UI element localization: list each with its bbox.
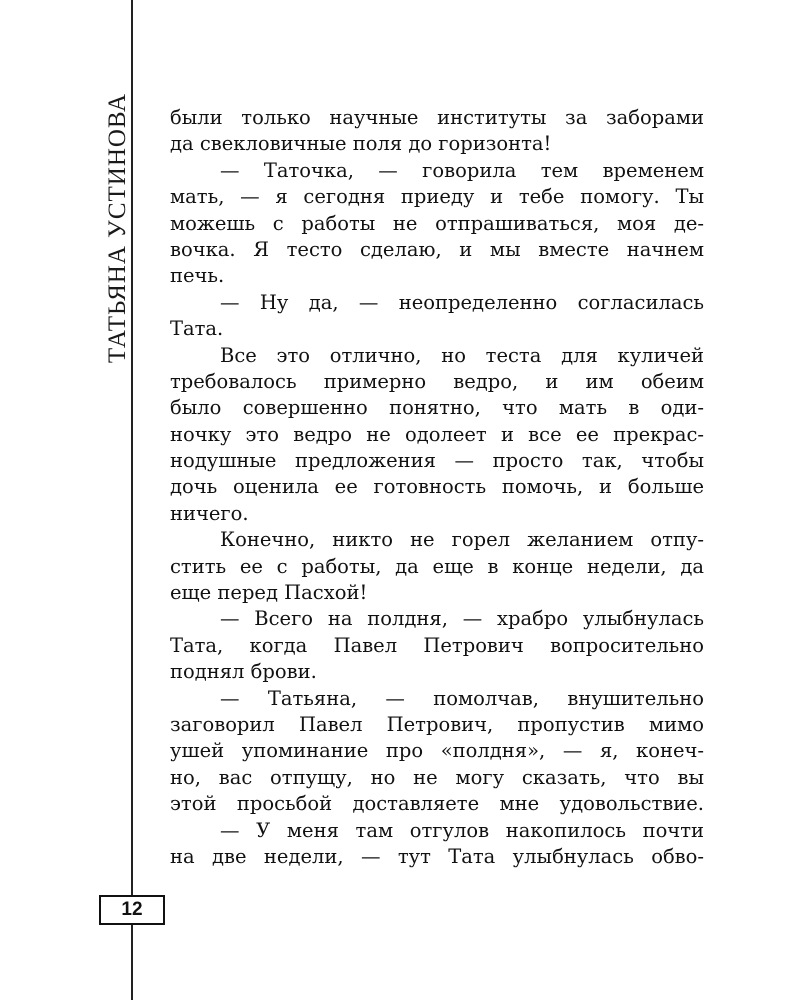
text-line: стить ее с работы, да еще в конце недели, да: [170, 554, 704, 578]
text-line: заговорил Павел Петрович, пропустив мимо: [170, 712, 704, 736]
text-line: ушей упоминание про «полдня», — я, конеч-: [170, 739, 704, 763]
text-line: — Ну да, — неопределенно согласилась: [220, 290, 704, 314]
text-line: ничего.: [170, 501, 249, 525]
text-line: на две недели, — тут Тата улыбнулась обво-: [170, 844, 704, 868]
text-line: печь.: [170, 264, 225, 288]
text-line: дочь оценила ее готовность помочь, и больше: [170, 475, 704, 499]
text-line: еще перед Пасхой!: [170, 581, 368, 605]
text-line: — Татьяна, — помолчав, внушительно: [220, 686, 704, 710]
text-line: этой просьбой доставляете мне удовольствие.: [170, 792, 704, 816]
text-line: поднял брови.: [170, 660, 317, 684]
text-line: ночку это ведро не одолеет и все ее прекрас-: [170, 422, 704, 446]
text-line: но, вас отпущу, но не могу сказать, что вы: [170, 765, 704, 789]
text-line: Тата, когда Павел Петрович вопросительно: [170, 633, 704, 657]
running-head-author: ТАТЬЯНА УСТИНОВА: [104, 92, 131, 364]
text-line: Конечно, никто не горел желанием отпу-: [220, 528, 704, 552]
text-line: Тата.: [170, 317, 224, 341]
text-line: было совершенно понятно, что мать в оди-: [170, 396, 704, 420]
text-line: вочка. Я тесто сделаю, и мы вместе начнем: [170, 237, 704, 261]
text-line: Все это отлично, но теста для куличей: [220, 343, 704, 367]
text-line: требовалось примерно ведро, и им обеим: [170, 369, 704, 393]
text-line: — У меня там отгулов накопилось почти: [220, 818, 704, 842]
page-number: 12: [99, 895, 165, 925]
text-line: были только научные институты за заборами: [170, 106, 704, 129]
text-line: можешь с работы не отпрашиваться, моя де-: [170, 211, 704, 235]
text-line: мать, — я сегодня приеду и тебе помогу. Ты: [170, 185, 704, 209]
text-line: нодушные предложения — просто так, чтобы: [170, 449, 704, 473]
text-line: — Всего на полдня, — храбро улыбнулась: [220, 607, 704, 631]
text-line: да свекловичные поля до горизонта!: [170, 132, 552, 156]
text-line: — Таточка, — говорила тем временем: [220, 158, 704, 182]
body-text: [170, 105, 704, 870]
